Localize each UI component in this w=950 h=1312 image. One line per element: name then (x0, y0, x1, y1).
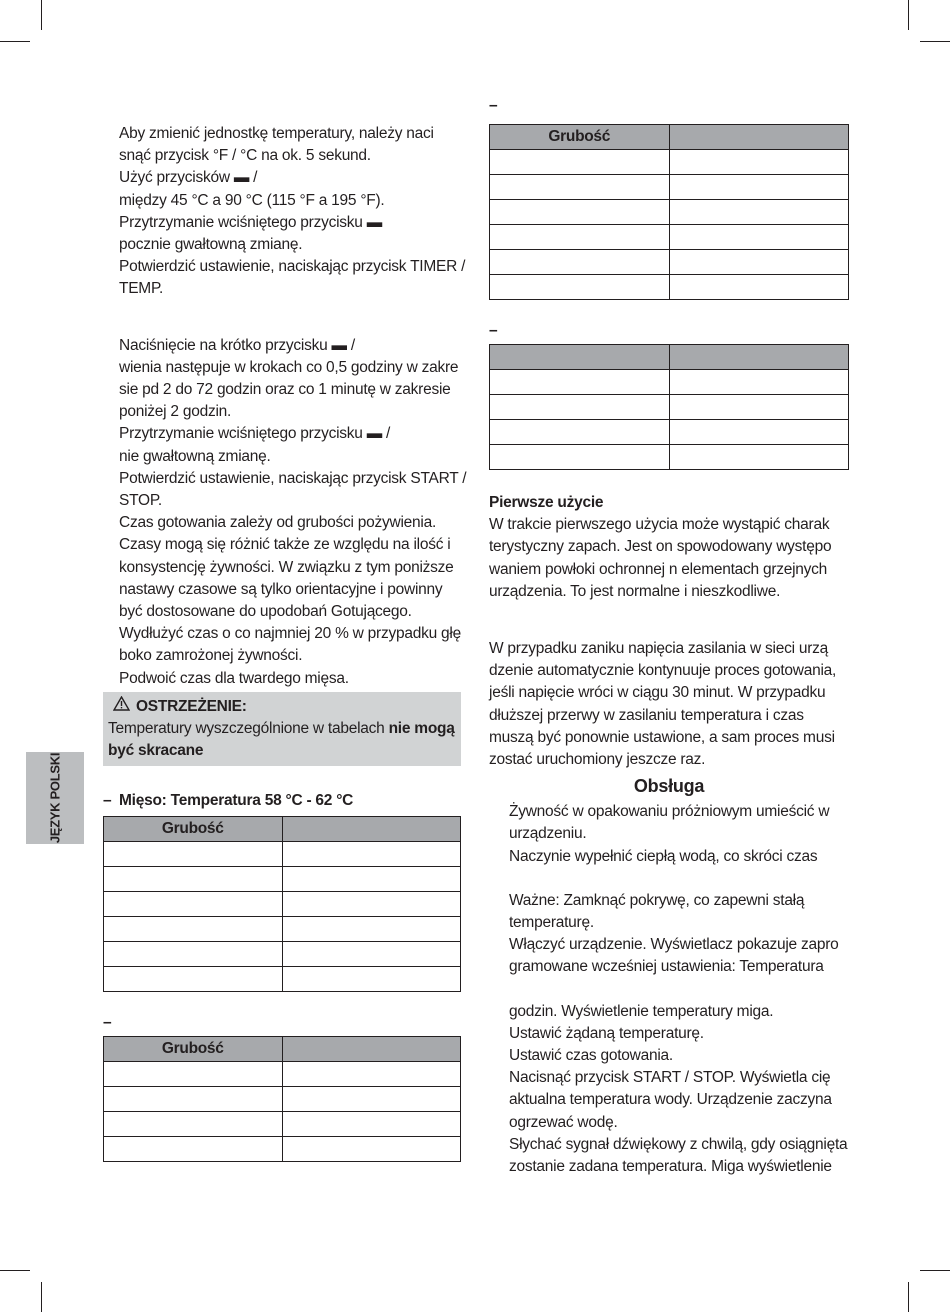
warning-box (103, 692, 461, 767)
text-line: nie gwałtowną zmianę. (119, 447, 271, 465)
table-header-cell (282, 1036, 461, 1061)
text-line: muszą być ponownie ustawione, a sam proces musi (489, 728, 835, 746)
text-line: nastawy czasowe są tylko orientacyjne i powinny (119, 580, 443, 598)
table-row (490, 200, 849, 225)
text-line: między 45 °C a 90 °C (115 °F a 195 °F). (119, 191, 385, 209)
operation-title: Obsługa (633, 776, 705, 797)
text-line: Włączyć urządzenie. Wyświetlacz pokazuje zapro (509, 936, 839, 954)
table-row (104, 841, 461, 866)
table-row (104, 1061, 461, 1086)
text-line: W trakcie pierwszego użycia może wystąpić charak (489, 516, 830, 534)
text-line: urządzenia. To jest normalne i nieszkodliwe. (489, 582, 781, 600)
table-row (104, 891, 461, 916)
text-line: Wydłużyć czas o co najmniej 20 % w przypadku głę (119, 625, 461, 643)
table-row (104, 1111, 461, 1136)
table-row (104, 1136, 461, 1161)
text-line: Potwierdzić ustawienie, naciskając przycisk START / (119, 469, 467, 487)
text-line: Naciśnięcie na krótko przycisku ▬ / (119, 336, 355, 354)
table-row (104, 866, 461, 891)
table-row (490, 445, 849, 470)
text-line: Podwoić czas dla twardego mięsa. (119, 669, 349, 687)
text-line: boko zamrożonej żywności. (119, 647, 303, 665)
table-4 (489, 344, 849, 470)
table-row (490, 395, 849, 420)
text-line: Potwierdzić ustawienie, naciskając przycisk TIMER / (119, 258, 466, 276)
text-line: gramowane wcześniej ustawienia: Temperatura (509, 958, 824, 976)
crop-mark (920, 1270, 950, 1271)
warning-title: OSTRZEŻENIE: (136, 697, 247, 715)
warning-text: Temperatury wyszczególnione w tabelach (108, 720, 385, 738)
text-line: pocznie gwałtowną zmianę. (119, 236, 303, 254)
crop-mark (41, 1282, 42, 1312)
text-line: Aby zmienić jednostkę temperatury, należy naci (119, 125, 434, 142)
table-row (490, 150, 849, 175)
text-line: zostanie zadana temperatura. Miga wyświetlenie (509, 1158, 832, 1176)
list-dash: – (103, 792, 112, 810)
table-header-cell: Grubość (104, 1036, 283, 1061)
warning-header (108, 696, 456, 718)
table-row (490, 275, 849, 300)
text-line: sie pd 2 do 72 godzin oraz co 1 minutę w zakresie (119, 381, 451, 399)
list-dash: – (103, 1013, 112, 1031)
text-line: Przytrzymanie wciśniętego przycisku ▬ (119, 213, 382, 231)
text-line: Przytrzymanie wciśniętego przycisku ▬ / (119, 425, 391, 443)
crop-mark (908, 0, 909, 30)
table-header-cell (282, 816, 461, 841)
crop-mark (0, 41, 30, 42)
text-line: waniem powłoki ochronnej n elementach grzejnych (489, 560, 828, 578)
text-line: Słychać sygnał dźwiękowy z chwilą, gdy osiągnięta (509, 1135, 848, 1153)
language-tab (26, 752, 84, 844)
text-line: ogrzewać wodę. (509, 1113, 618, 1131)
list-dash: – (489, 97, 498, 114)
text-line: wienia następuje w krokach co 0,5 godziny w zakre (119, 358, 459, 376)
language-tab-label: JĘZYK POLSKI (47, 752, 63, 844)
text-line: Czas gotowania zależy od grubości pożywienia. (119, 514, 437, 532)
table-header-cell (669, 345, 849, 370)
text-line: Naczynie wypełnić ciepłą wodą, co skróci czas (509, 847, 818, 865)
table-row (104, 1086, 461, 1111)
table-row (490, 370, 849, 395)
cooking-time-section (103, 335, 467, 690)
text-line: Ustawić żądaną temperaturę. (509, 1024, 704, 1042)
table-row (104, 966, 461, 991)
right-column (489, 95, 849, 1178)
table-header-cell: Grubość (490, 125, 670, 150)
table-header-cell: Grubość (104, 816, 283, 841)
meat-heading: Mięso: Temperatura 58 °C - 62 °C (119, 792, 354, 810)
text-line: być dostosowane do upodobań Gotującego. (119, 603, 412, 621)
meat-table (103, 816, 461, 992)
crop-mark (41, 0, 42, 30)
text-line: dzenie automatycznie kontynuuje proces gotowania, (489, 662, 837, 680)
table-header-cell (669, 125, 849, 150)
text-line: Ważne: Zamknąć pokrywę, co zapewni stałą (509, 891, 805, 909)
text-line: Użyć przycisków ▬ / (119, 169, 258, 187)
text-line: urządzeniu. (509, 825, 587, 843)
text-line: jeśli napięcie wróci w ciągu 30 minut. W przypadku (489, 684, 826, 702)
table-row (104, 916, 461, 941)
table-row (104, 941, 461, 966)
text-line: temperaturę. (509, 914, 594, 932)
meat-heading-line (103, 790, 461, 812)
text-line: STOP. (119, 492, 162, 510)
list-dash: – (489, 322, 498, 339)
text-line: dłuższej przerwy w zasilaniu temperatura i czas (489, 706, 804, 724)
left-column (103, 123, 467, 1162)
table-row (490, 420, 849, 445)
table-header-cell (490, 345, 670, 370)
table-2 (103, 1036, 461, 1162)
text-line: zostać uruchomiony jeszcze raz. (489, 751, 706, 769)
text-line: terystyczny zapach. Jest on spowodowany występo (489, 538, 832, 556)
text-line: Żywność w opakowaniu próżniowym umieścić w (509, 803, 830, 821)
table-row (490, 250, 849, 275)
text-line: Ustawić czas gotowania. (509, 1047, 673, 1065)
text-line: Czasy mogą się różnić także ze względu na ilość i (119, 536, 451, 554)
operation-steps (489, 801, 849, 1178)
warning-triangle-icon (113, 696, 130, 718)
text-line: poniżej 2 godzin. (119, 403, 232, 421)
text-line: Nacisnąć przycisk START / STOP. Wyświetla cię (509, 1069, 831, 1087)
text-line: aktualna temperatura wody. Urządzenie zaczyna (509, 1091, 832, 1109)
text-line: W przypadku zaniku napięcia zasilania w sieci urzą (489, 640, 828, 658)
temperature-unit-section (103, 123, 466, 301)
text-line: godzin. Wyświetlenie temperatury miga. (509, 1002, 774, 1020)
warning-text-bold: być skracane (108, 742, 204, 760)
text-line: konsystencję żywności. W związku z tym poniższe (119, 558, 454, 576)
table-row (490, 175, 849, 200)
warning-text-bold: nie mogą (388, 720, 455, 738)
crop-mark (908, 1282, 909, 1312)
crop-mark (0, 1270, 30, 1271)
first-use-title: Pierwsze użycie (489, 494, 604, 511)
table-3 (489, 124, 849, 300)
text-line: TEMP. (119, 280, 164, 298)
table-row (490, 225, 849, 250)
text-line: snąć przycisk °F / °C na ok. 5 sekund. (119, 147, 371, 165)
crop-mark (920, 41, 950, 42)
